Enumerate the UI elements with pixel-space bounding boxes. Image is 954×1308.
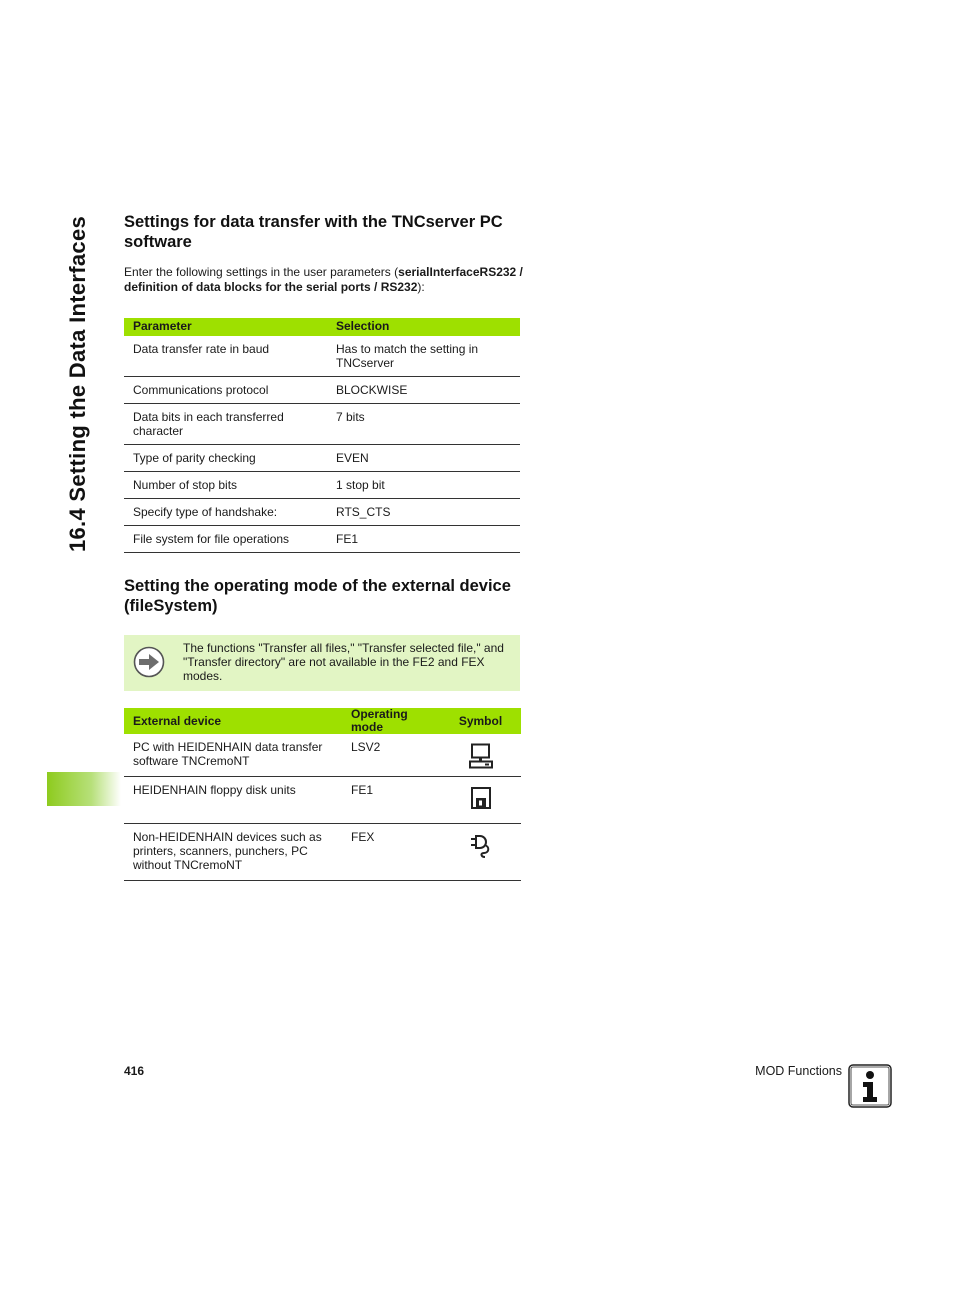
table-row	[124, 336, 520, 377]
note-text: The functions "Transfer all files," "Transfer selected file," and "Transfer directory" are not available in the FE2 and FEX modes.	[183, 641, 504, 683]
footer-chapter-title: MOD Functions	[755, 1064, 842, 1078]
table-row	[124, 824, 521, 881]
computer-icon	[469, 743, 493, 769]
table-row	[124, 526, 520, 553]
parameter-cell: Communications protocol	[124, 377, 327, 404]
symbol-cell	[440, 824, 521, 881]
chapter-side-title: 16.4 Setting the Data Interfaces	[65, 215, 90, 553]
column-header-symbol: Symbol	[440, 708, 521, 734]
symbol-cell	[440, 734, 521, 777]
chapter-tab-marker	[47, 772, 121, 806]
column-header-parameter: Parameter	[124, 318, 327, 336]
mode-cell: FE1	[342, 777, 440, 824]
selection-cell: FE1	[327, 526, 520, 553]
parameter-cell: Data bits in each transferred character	[124, 404, 327, 445]
selection-cell: 7 bits	[327, 404, 520, 445]
plug-icon	[470, 833, 492, 859]
section-heading-tncserver: Settings for data transfer with the TNCserver PC software	[124, 213, 503, 251]
column-header-selection: Selection	[327, 318, 520, 336]
parameter-cell: Specify type of handshake:	[124, 499, 327, 526]
settings-table	[124, 318, 520, 553]
parameter-cell: Data transfer rate in baud	[124, 336, 327, 377]
device-cell: Non-HEIDENHAIN devices such as printers, scanners, punchers, PC without TNCremoNT	[124, 824, 342, 881]
arrow-right-icon	[133, 646, 165, 678]
table-header-row	[124, 708, 521, 734]
device-cell: PC with HEIDENHAIN data transfer software TNCremoNT	[124, 734, 342, 777]
floppy-disk-icon	[470, 786, 492, 810]
intro-parameter-path: serialInterfaceRS232 / definition of data blocks for the serial ports / RS232	[124, 265, 523, 294]
mode-cell: LSV2	[342, 734, 440, 777]
selection-cell: Has to match the setting in TNCserver	[327, 336, 520, 377]
column-header-operating-mode: Operating mode	[342, 708, 440, 734]
table-row	[124, 777, 521, 824]
table-row	[124, 472, 520, 499]
note-box	[124, 635, 520, 691]
table-row	[124, 404, 520, 445]
selection-cell: BLOCKWISE	[327, 377, 520, 404]
section-heading-filesystem: Setting the operating mode of the external device (fileSystem)	[124, 577, 511, 615]
symbol-cell	[440, 777, 521, 824]
intro-paragraph	[124, 265, 524, 294]
table-row	[124, 377, 520, 404]
table-row	[124, 445, 520, 472]
parameter-cell: Type of parity checking	[124, 445, 327, 472]
intro-suffix: ):	[417, 279, 425, 294]
mode-cell: FEX	[342, 824, 440, 881]
table-row	[124, 499, 520, 526]
selection-cell: RTS_CTS	[327, 499, 520, 526]
selection-cell: EVEN	[327, 445, 520, 472]
parameter-cell: File system for file operations	[124, 526, 327, 553]
page-number: 416	[124, 1064, 145, 1078]
device-cell: HEIDENHAIN floppy disk units	[124, 777, 342, 824]
operating-mode-table	[124, 708, 521, 881]
column-header-external-device: External device	[124, 708, 342, 734]
parameter-cell: Number of stop bits	[124, 472, 327, 499]
table-header-row	[124, 318, 520, 336]
intro-prefix: Enter the following settings in the user parameters (	[124, 265, 399, 279]
info-icon	[848, 1064, 892, 1108]
table-row	[124, 734, 521, 777]
selection-cell: 1 stop bit	[327, 472, 520, 499]
